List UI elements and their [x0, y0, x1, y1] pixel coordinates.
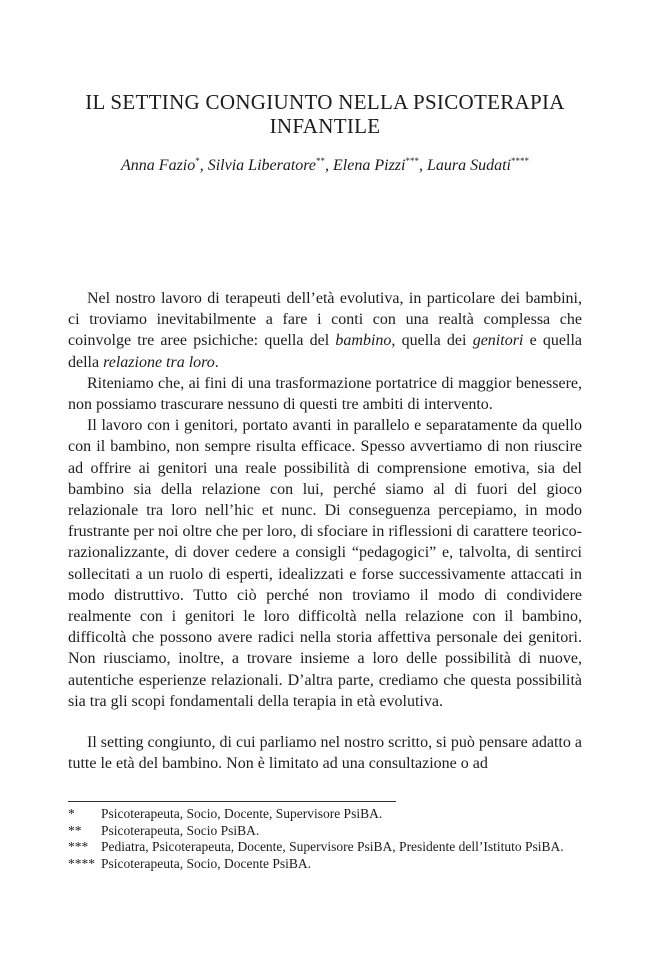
- author-name: Elena Pizzi: [333, 157, 406, 174]
- body-paragraph: [68, 288, 582, 373]
- footnote-list: [68, 806, 582, 872]
- emphasized-text: relazione tra loro: [103, 353, 215, 371]
- author-footnote-mark: ***: [405, 156, 419, 166]
- footnote-text: Psicoterapeuta, Socio PsiBA.: [101, 822, 260, 838]
- footnote-mark: *: [68, 806, 75, 821]
- author-separator: ,: [199, 157, 208, 174]
- text-run: Nel nostro lavoro di terapeuti dell’età evolutiva, in particolare dei bambini, ci troviamo inevitabilmente a fare i conti con una realtà complessa che coinvolge tre aree psichiche: quella del: [68, 290, 582, 350]
- body-paragraph: [68, 732, 582, 774]
- emphasized-text: bambino: [335, 332, 392, 350]
- author-separator: ,: [418, 157, 427, 174]
- author-footnote-mark: ****: [510, 156, 529, 166]
- footnote: [68, 823, 582, 840]
- author-footnote-mark: *: [195, 156, 200, 166]
- footnote-mark: ****: [68, 855, 95, 871]
- footnote: [68, 839, 582, 856]
- footnote-separator: [68, 801, 396, 802]
- text-run: Riteniamo che, ai fini di una trasformazione portatrice di maggior benessere, non possiamo trascurare nessuno di questi tre ambiti di intervento.: [68, 374, 582, 414]
- text-run: , quella dei: [391, 332, 473, 350]
- text-run: .: [214, 353, 219, 371]
- article-body: [68, 288, 582, 774]
- footnote: [68, 856, 582, 873]
- footnote-mark: ***: [68, 839, 89, 855]
- emphasized-text: genitori: [472, 332, 524, 350]
- author-name: Laura Sudati: [426, 157, 511, 174]
- author-separator: ,: [325, 157, 334, 174]
- author-footnote-mark: **: [316, 156, 326, 166]
- body-paragraph: [68, 415, 582, 712]
- footnote-text: Pediatra, Psicoterapeuta, Docente, Supervisore PsiBA, Presidente dell’Istituto PsiBA.: [101, 839, 564, 855]
- author-name: Anna Fazio: [121, 157, 196, 174]
- text-run: e quella della: [68, 332, 583, 371]
- footnote-mark: **: [68, 822, 82, 838]
- body-paragraph: [68, 373, 582, 415]
- footnote-text: Psicoterapeuta, Socio, Docente, Supervisore PsiBA.: [101, 806, 383, 821]
- article-title: IL SETTING CONGIUNTO NELLA PSICOTERAPIA INFANTILE: [85, 90, 565, 138]
- text-run: Il setting congiunto, di cui parliamo nel nostro scritto, si può pensare adatto a tutte le età del bambino. Non è limitato ad una consultazione o ad: [68, 734, 582, 773]
- footnote-text: Psicoterapeuta, Socio, Docente PsiBA.: [101, 855, 311, 871]
- footnote: [68, 806, 582, 823]
- author-name: Silvia Liberatore: [207, 157, 317, 174]
- text-run: Il lavoro con i genitori, portato avanti in parallelo e separatamente da quello con il bambino, non sempre risulta efficace. Spesso avvertiamo di non riuscire ad offrire ai genitori una reale possibilità di comprensione emotiva, sia del bambino sia della relazione con lui, perché siamo al di fuori del gioco relazionale tra loro nell’hic et nunc. Di conseguenza percepiamo, in modo frustrante per noi oltre che per loro, di sfociare in riflessioni di carattere teorico-razionalizzante, di dover cedere a consigli “pedagogici” e, talvolta, di sentirci sollecitati a un ruolo di esperti, idealizzati e forse successivamente attaccati in modo distruttivo. Tutto ciò perché non troviamo il modo di condividere realmente con i genitori le loro difficoltà nella relazione con il bambino, difficoltà che possono avere radici nella storia affettiva personale dei genitori. Non riusciamo, inoltre, a trovare insieme a loro delle possibilità di nuove, autentiche esperienze relazionali. D’altra parte, crediamo che questa possibilità sia tra gli scopi fondamentali della terapia in età evolutiva.: [68, 417, 582, 710]
- author-list: [60, 157, 590, 175]
